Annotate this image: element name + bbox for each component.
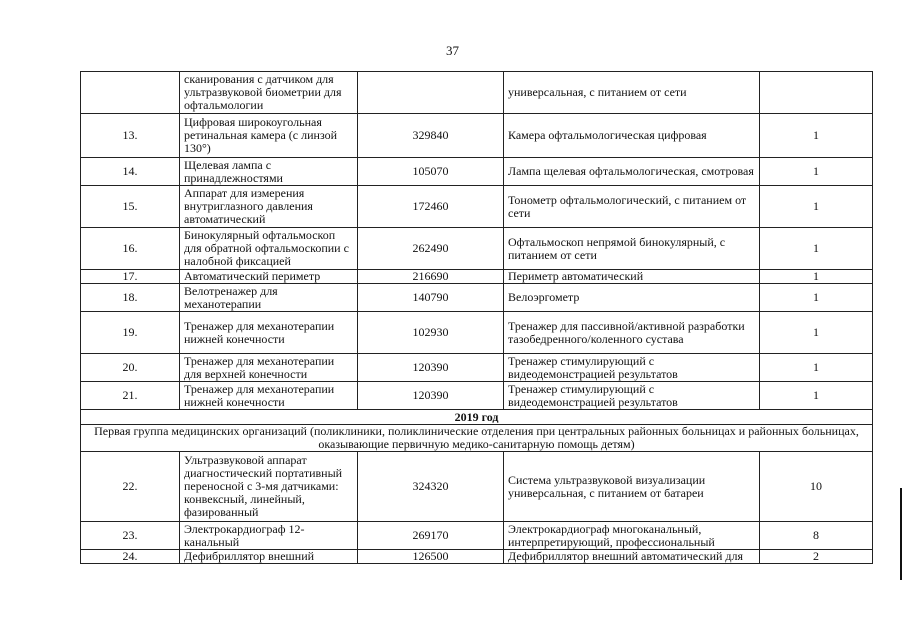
table-row [81, 158, 873, 186]
table-row [81, 228, 873, 270]
equipment-name: Тренажер для механотерапии для верхней конечности [180, 354, 358, 382]
table-section-2019 [81, 410, 873, 452]
equipment-type: Периметр автоматический [504, 270, 760, 284]
equipment-code: 126500 [358, 550, 504, 564]
equipment-type: универсальная, с питанием от сети [504, 72, 760, 114]
table-row [81, 382, 873, 410]
quantity: 1 [760, 158, 873, 186]
quantity: 1 [760, 270, 873, 284]
equipment-code: 120390 [358, 354, 504, 382]
row-number: 20. [81, 354, 180, 382]
table-row [81, 270, 873, 284]
equipment-name: Щелевая лампа с принадлежностями [180, 158, 358, 186]
table-row [81, 354, 873, 382]
equipment-type: Тренажер стимулирующий с видеодемонстрацией результатов [504, 354, 760, 382]
equipment-code: 105070 [358, 158, 504, 186]
equipment-type: Лампа щелевая офтальмологическая, смотровая [504, 158, 760, 186]
page-number: 37 [446, 43, 459, 58]
table-body-top [81, 72, 873, 410]
year-heading: 2019 год [81, 410, 873, 425]
equipment-table [80, 71, 873, 564]
equipment-code: 262490 [358, 228, 504, 270]
equipment-code: 172460 [358, 186, 504, 228]
equipment-code: 140790 [358, 284, 504, 312]
equipment-name: Тренажер для механотерапии нижней конечности [180, 312, 358, 354]
equipment-type: Офтальмоскоп непрямой бинокулярный, с питанием от сети [504, 228, 760, 270]
row-number: 24. [81, 550, 180, 564]
equipment-name: Ультразвуковой аппарат диагностический портативный переносной с 3-мя датчиками: конвексный, линейный, фазированный [180, 452, 358, 522]
row-number: 19. [81, 312, 180, 354]
equipment-code: 269170 [358, 522, 504, 550]
table-row [81, 114, 873, 158]
equipment-name: сканирования с датчиком для ультразвуковой биометрии для офтальмологии [180, 72, 358, 114]
equipment-name: Дефибриллятор внешний [180, 550, 358, 564]
row-number: 17. [81, 270, 180, 284]
equipment-code: 102930 [358, 312, 504, 354]
table-row [81, 452, 873, 522]
table-row [81, 284, 873, 312]
equipment-type: Камера офтальмологическая цифровая [504, 114, 760, 158]
equipment-name: Велотренажер для механотерапии [180, 284, 358, 312]
row-number: 18. [81, 284, 180, 312]
table-row [81, 312, 873, 354]
equipment-code: 324320 [358, 452, 504, 522]
row-number: 21. [81, 382, 180, 410]
equipment-name: Электрокардиограф 12-канальный [180, 522, 358, 550]
quantity: 1 [760, 228, 873, 270]
equipment-code [358, 72, 504, 114]
quantity: 1 [760, 186, 873, 228]
quantity: 8 [760, 522, 873, 550]
table-row [81, 72, 873, 114]
equipment-code: 120390 [358, 382, 504, 410]
quantity: 1 [760, 312, 873, 354]
equipment-name: Автоматический периметр [180, 270, 358, 284]
equipment-code: 329840 [358, 114, 504, 158]
equipment-type: Электрокардиограф многоканальный, интерпретирующий, профессиональный [504, 522, 760, 550]
group-heading: Первая группа медицинских организаций (поликлиники, поликлинические отделения при центральных районных больницах и районных больницах, оказывающие первичную медико-санитарную помощь детям) [81, 425, 873, 452]
margin-rule [900, 488, 902, 580]
quantity [760, 72, 873, 114]
quantity: 2 [760, 550, 873, 564]
row-number: 13. [81, 114, 180, 158]
row-number: 23. [81, 522, 180, 550]
equipment-code: 216690 [358, 270, 504, 284]
table-row [81, 522, 873, 550]
quantity: 1 [760, 284, 873, 312]
equipment-name: Цифровая широкоугольная ретинальная камера (с линзой 130°) [180, 114, 358, 158]
equipment-name: Тренажер для механотерапии нижней конечности [180, 382, 358, 410]
equipment-type: Велоэргометр [504, 284, 760, 312]
table-row [81, 186, 873, 228]
quantity: 10 [760, 452, 873, 522]
equipment-type: Тренажер для пассивной/активной разработки тазобедренного/коленного сустава [504, 312, 760, 354]
group-row [81, 425, 873, 452]
equipment-name: Аппарат для измерения внутриглазного давления автоматический [180, 186, 358, 228]
row-number: 16. [81, 228, 180, 270]
quantity: 1 [760, 114, 873, 158]
row-number: 22. [81, 452, 180, 522]
row-number: 14. [81, 158, 180, 186]
equipment-type: Система ультразвуковой визуализации универсальная, с питанием от батареи [504, 452, 760, 522]
table-row [81, 550, 873, 564]
quantity: 1 [760, 354, 873, 382]
row-number [81, 72, 180, 114]
row-number: 15. [81, 186, 180, 228]
table-body-bottom [81, 452, 873, 564]
year-row [81, 410, 873, 425]
quantity: 1 [760, 382, 873, 410]
equipment-type: Тонометр офтальмологический, с питанием от сети [504, 186, 760, 228]
equipment-name: Бинокулярный офтальмоскоп для обратной офтальмоскопии с налобной фиксацией [180, 228, 358, 270]
equipment-type: Дефибриллятор внешний автоматический для [504, 550, 760, 564]
equipment-type: Тренажер стимулирующий с видеодемонстрацией результатов [504, 382, 760, 410]
